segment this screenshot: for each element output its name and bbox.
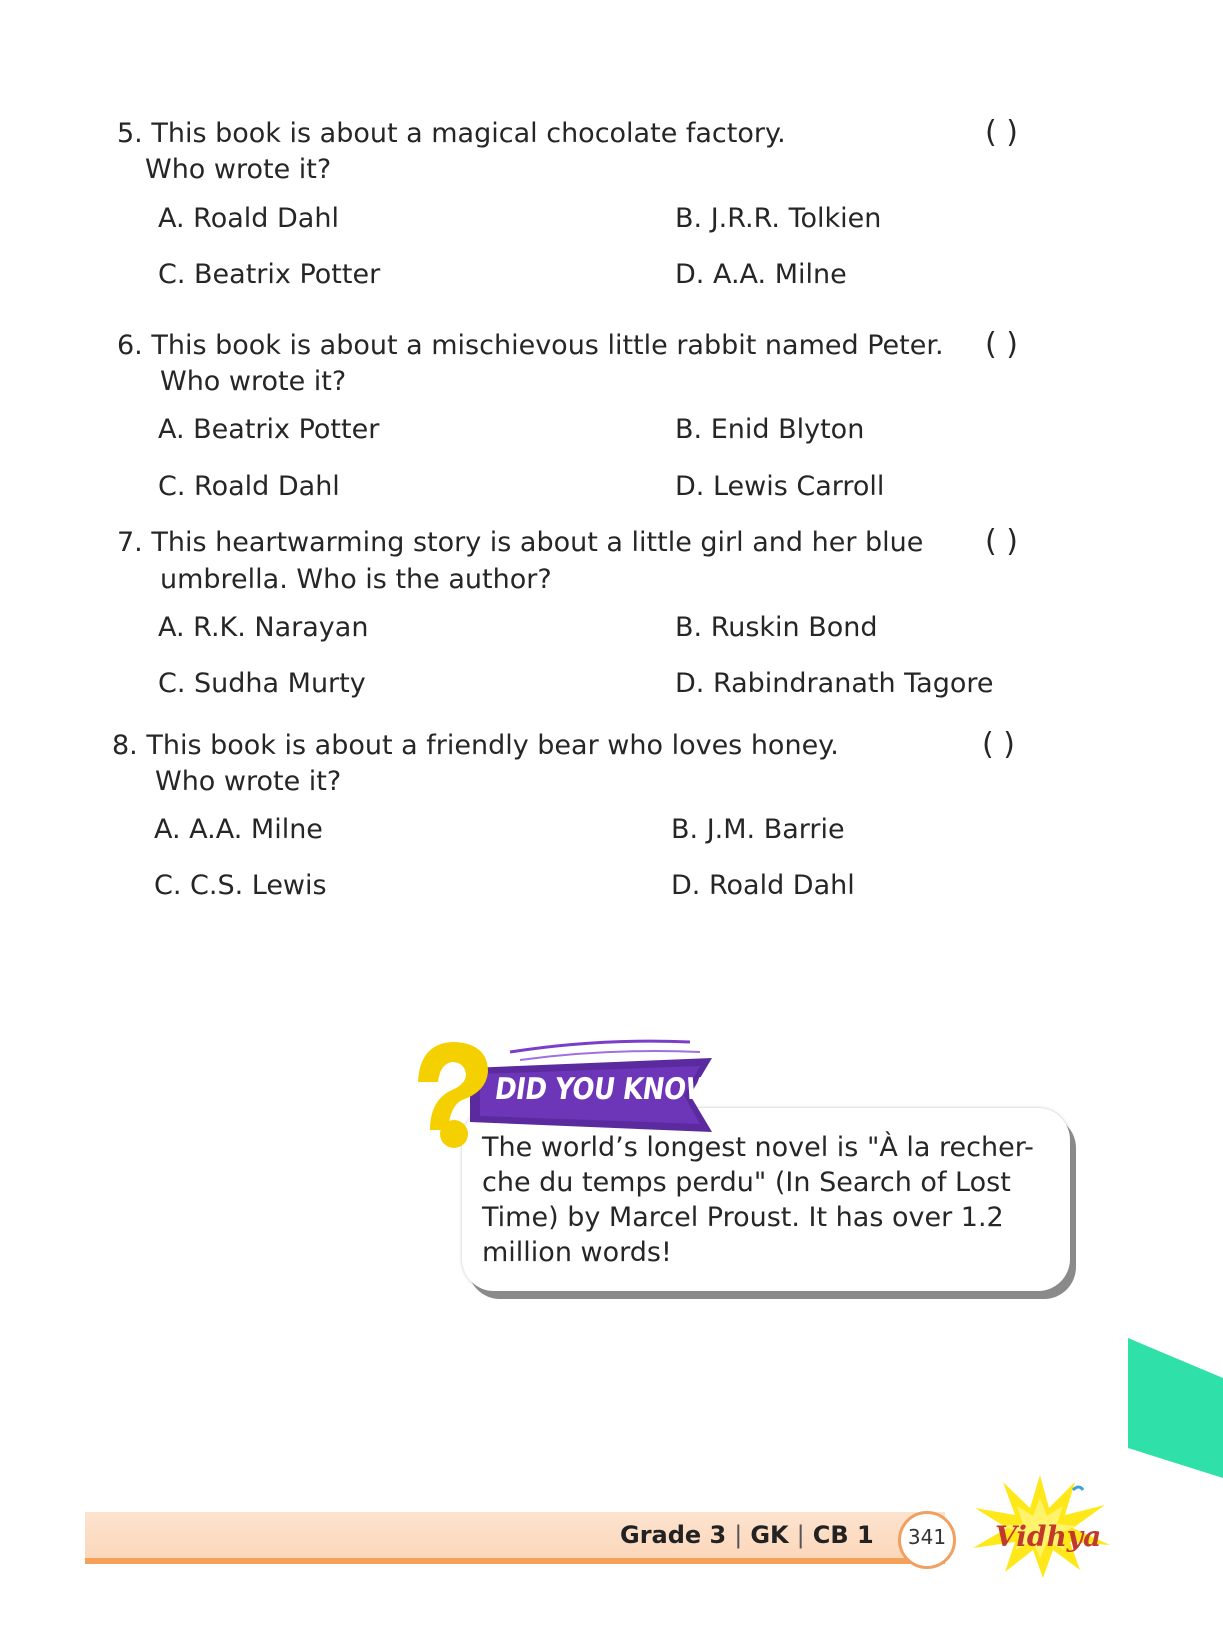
option-a: A. A.A. Milne [154,814,323,845]
option-a: A. Roald Dahl [158,203,339,234]
option-c: C. Roald Dahl [158,471,340,502]
option-a: A. R.K. Narayan [158,612,369,643]
did-you-know-text [482,1130,1062,1270]
fact-line-4: million words! [482,1237,672,1268]
question-8-line1: 8. This book is about a friendly bear who loves honey. [112,730,839,761]
option-c: C. Beatrix Potter [158,259,381,290]
footer-label [620,1521,874,1549]
option-b: B. J.M. Barrie [671,814,845,845]
footer-accent-line [85,1558,945,1564]
footer-book: CB 1 [812,1521,874,1549]
footer-subject: GK [750,1521,789,1549]
fact-line-1: The world’s longest novel is "À la recher- [482,1132,1034,1163]
green-page-tab [1128,1338,1223,1478]
did-you-know-title: DID YOU KNOW? [492,1072,731,1108]
question-7-line1: 7. This heartwarming story is about a little girl and her blue [117,527,924,558]
question-6-line1: 6. This book is about a mischievous little rabbit named Peter. [117,330,944,361]
question-8-line2: Who wrote it? [155,766,342,797]
yellow-dot-icon [438,1118,470,1150]
option-c: C. Sudha Murty [158,668,366,699]
answer-bracket: ( ) [985,115,1018,150]
option-c: C. C.S. Lewis [154,870,327,901]
option-d: D. A.A. Milne [675,259,847,290]
footer-separator: | [796,1521,805,1549]
option-d: D. Roald Dahl [671,870,855,901]
page-number: 341 [907,1525,947,1549]
footer-separator: | [734,1521,743,1549]
option-d: D. Rabindranath Tagore [675,668,994,699]
answer-bracket: ( ) [985,524,1018,559]
question-5-line2: Who wrote it? [145,154,332,185]
fact-line-2: che du temps perdu" (In Search of Lost [482,1167,1011,1198]
option-b: B. Ruskin Bond [675,612,878,643]
answer-bracket: ( ) [982,727,1015,762]
option-b: B. J.R.R. Tolkien [675,203,882,234]
option-d: D. Lewis Carroll [675,471,885,502]
vidhya-logo: Vidhya [995,1520,1102,1553]
question-5-line1: 5. This book is about a magical chocolate factory. [117,118,786,149]
option-a: A. Beatrix Potter [158,414,380,445]
footer-grade: Grade 3 [620,1521,727,1549]
question-7-line2: umbrella. Who is the author? [160,564,552,595]
question-6-line2: Who wrote it? [160,366,347,397]
option-b: B. Enid Blyton [675,414,865,445]
answer-bracket: ( ) [985,327,1018,362]
fact-line-3: Time) by Marcel Proust. It has over 1.2 [482,1202,1004,1233]
